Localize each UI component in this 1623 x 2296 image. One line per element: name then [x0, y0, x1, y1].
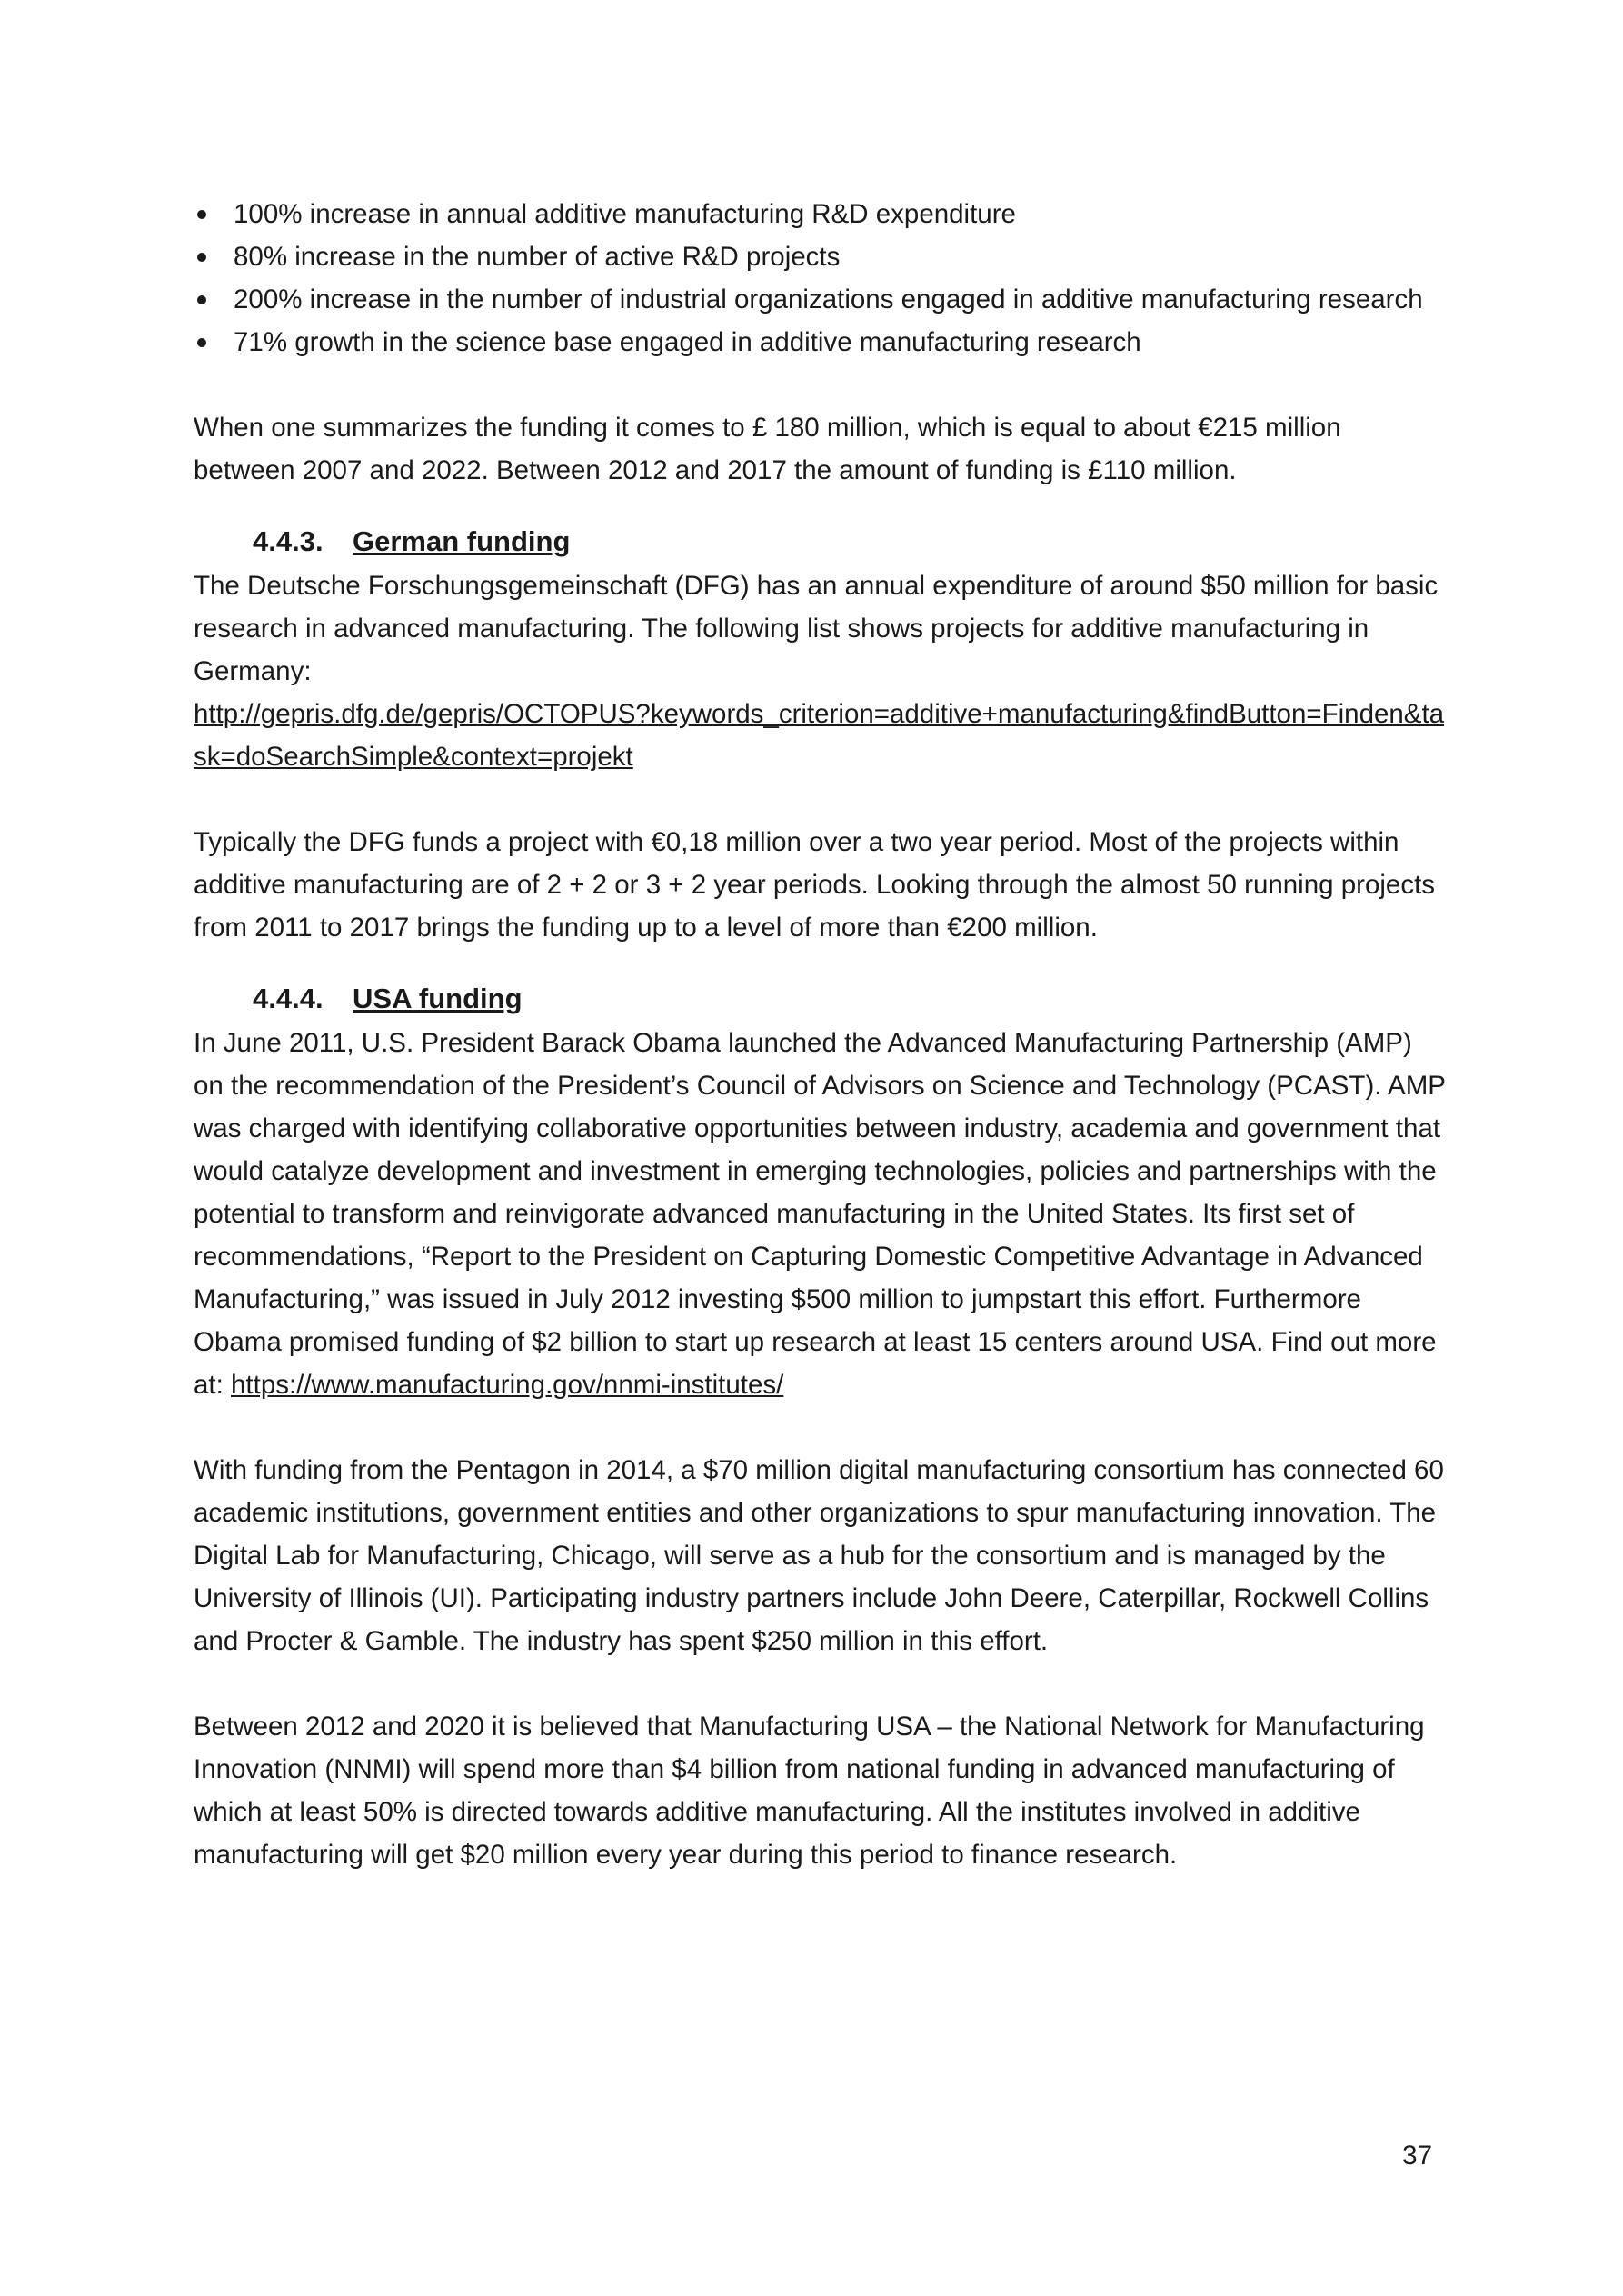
usa-amp-paragraph — [194, 1022, 1448, 1406]
section-title: USA funding — [353, 983, 523, 1014]
usa-amp-text: In June 2011, U.S. President Barack Obama launched the Advanced Manufacturing Partnership (AMP) on the recommendation of the President’s Council of Advisors on Science and Technology (PCAST). AMP was charged with identifying collaborative opportunities between industry, academia and government that would catalyze development and investment in emerging technologies, policies and partnerships with the potential to transform and reinvigorate advanced manufacturing in the United States. Its first set of recommendations, “Report to the President on Capturing Domestic Competitive Advantage in Advanced Manufacturing,” was issued in July 2012 investing $500 million to jumpstart this effort. Furthermore Obama promised funding of $2 billion to start up research at least 15 centers around USA. Find out more at: — [194, 1028, 1446, 1400]
bullet-icon — [197, 210, 206, 219]
list-item — [194, 193, 1448, 235]
usa-pentagon-paragraph: With funding from the Pentagon in 2014, a $70 million digital manufacturing consortium has connected 60 academic institutions, government entities and other organizations to spur manufacturing innovation. The Digital Lab for Manufacturing, Chicago, will serve as a hub for the consortium and is managed by the University of Illinois (UI). Participating industry partners include John Deere, Caterpillar, Rockwell Collins and Procter & Gamble. The industry has spent $250 million in this effort. — [194, 1455, 1444, 1656]
list-item — [194, 321, 1448, 364]
german-intro-paragraph: The Deutsche Forschungsgemeinschaft (DFG) has an annual expenditure of around $50 million for basic research in advanced manufacturing. The following list shows projects for additive manufacturing in Germany: — [194, 571, 1439, 686]
section-heading-usa-funding — [253, 976, 1448, 1022]
bullet-icon — [197, 295, 206, 304]
list-item-text: 71% growth in the science base engaged in additive manufacturing research — [234, 327, 1141, 357]
list-item — [194, 235, 1448, 278]
manufacturing-gov-link[interactable]: https://www.manufacturing.gov/nnmi-institutes/ — [231, 1370, 784, 1400]
increase-bullet-list — [194, 193, 1448, 364]
document-page — [194, 193, 1448, 1876]
list-item-text: 100% increase in annual additive manufacturing R&D expenditure — [234, 199, 1016, 229]
bullet-icon — [197, 253, 206, 262]
section-title: German funding — [353, 525, 571, 557]
german-link-paragraph — [194, 693, 1448, 778]
list-item-text: 200% increase in the number of industrial organizations engaged in additive manufacturing research — [234, 285, 1423, 314]
section-number: 4.4.4. — [253, 983, 324, 1014]
gepris-link[interactable]: http://gepris.dfg.de/gepris/OCTOPUS?keywords_criterion=additive+manufacturing&findButton=Finden&task=doSearchSimple&context=projekt — [194, 699, 1445, 772]
bullet-icon — [197, 338, 206, 347]
german-detail-paragraph: Typically the DFG funds a project with €0,18 million over a two year period. Most of the projects within additive manufacturing are of 2 + 2 or 3 + 2 year periods. Looking through the almost 50 running projects from 2011 to 2017 brings the funding up to a level of more than €200 million. — [194, 827, 1436, 943]
section-heading-german-funding — [253, 519, 1448, 564]
list-item — [194, 278, 1448, 321]
section-number: 4.4.3. — [253, 525, 324, 557]
usa-nnmi-paragraph: Between 2012 and 2020 it is believed that Manufacturing USA – the National Network for Manufacturing Innovation (NNMI) will spend more than $4 billion from national funding in advanced manufacturing of which at least 50% is directed towards additive manufacturing. All the institutes involved in additive manufacturing will get $20 million every year during this period to finance research. — [194, 1712, 1425, 1870]
funding-summary-paragraph: When one summarizes the funding it comes to £ 180 million, which is equal to about €215 million between 2007 and 2022. Between 2012 and 2017 the amount of funding is £110 million. — [194, 413, 1341, 485]
page-number: 37 — [1402, 2141, 1432, 2171]
list-item-text: 80% increase in the number of active R&D projects — [234, 242, 841, 272]
